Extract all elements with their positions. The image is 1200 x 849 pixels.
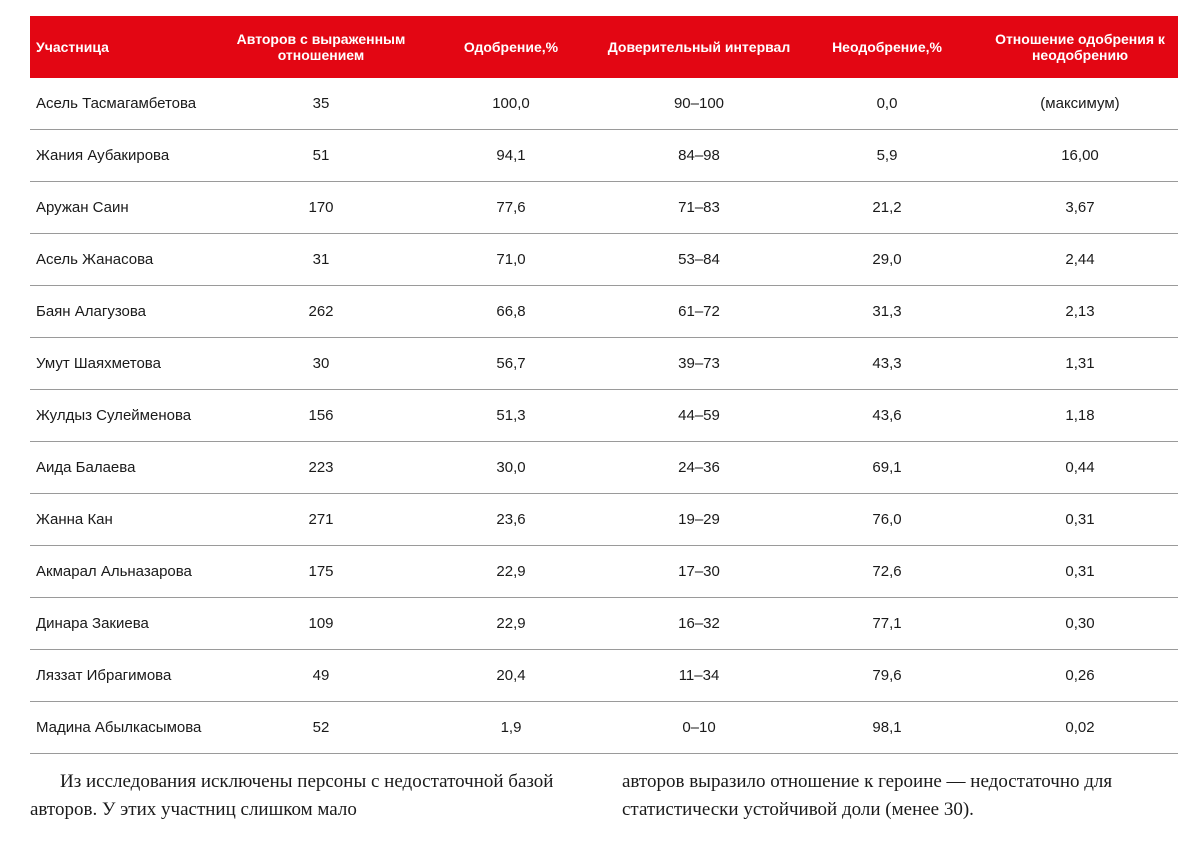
participant-name: Акмарал Альназарова xyxy=(36,563,192,580)
approval-value: 66,8 xyxy=(496,303,526,320)
approval-value: 56,7 xyxy=(496,355,526,372)
authors-count: 223 xyxy=(308,459,334,476)
ratio-value: 0,26 xyxy=(1065,667,1095,684)
ratio-value: 0,44 xyxy=(1065,459,1095,476)
approval-value: 20,4 xyxy=(496,667,526,684)
authors-count: 170 xyxy=(308,199,334,216)
authors-count: 156 xyxy=(308,407,334,424)
authors-count: 51 xyxy=(312,147,330,164)
confidence-interval: 17–30 xyxy=(678,563,720,580)
approval-value: 30,0 xyxy=(496,459,526,476)
confidence-interval: 24–36 xyxy=(678,459,720,476)
table-row xyxy=(30,286,1178,338)
confidence-interval: 0–10 xyxy=(682,719,716,736)
confidence-interval: 84–98 xyxy=(678,147,720,164)
table-row xyxy=(30,494,1178,546)
confidence-interval: 11–34 xyxy=(678,667,720,684)
approval-value: 22,9 xyxy=(496,563,526,580)
participant-name: Жанна Кан xyxy=(36,511,113,528)
participant-name: Умут Шаяхметова xyxy=(36,355,161,372)
body-text-right: авторов выразило отношение к героине — недостаточно для статистически устойчивой доли (менее 30). xyxy=(622,771,1113,820)
approval-value: 71,0 xyxy=(496,251,526,268)
table-row xyxy=(30,598,1178,650)
table-row xyxy=(30,130,1178,182)
disapproval-value: 0,0 xyxy=(876,95,898,112)
header-confidence-interval: Доверительный интервал xyxy=(607,39,791,55)
table-body xyxy=(30,78,1178,754)
table-row xyxy=(30,338,1178,390)
participant-name: Ляззат Ибрагимова xyxy=(36,667,172,684)
approval-value: 77,6 xyxy=(496,199,526,216)
participant-name: Аида Балаева xyxy=(36,459,136,476)
approval-value: 1,9 xyxy=(500,719,522,736)
disapproval-value: 43,3 xyxy=(872,355,902,372)
disapproval-value: 43,6 xyxy=(872,407,902,424)
authors-count: 262 xyxy=(308,303,334,320)
disapproval-value: 69,1 xyxy=(872,459,902,476)
confidence-interval: 44–59 xyxy=(678,407,720,424)
ratio-value: 2,44 xyxy=(1065,251,1095,268)
approval-value: 94,1 xyxy=(496,147,526,164)
table-row xyxy=(30,78,1178,130)
authors-count: 109 xyxy=(308,615,334,632)
table-row xyxy=(30,182,1178,234)
confidence-interval: 19–29 xyxy=(678,511,720,528)
approval-value: 23,6 xyxy=(496,511,526,528)
disapproval-value: 31,3 xyxy=(872,303,902,320)
authors-count: 49 xyxy=(312,667,330,684)
authors-count: 52 xyxy=(312,719,330,736)
authors-count: 271 xyxy=(308,511,334,528)
participant-name: Баян Алагузова xyxy=(36,303,147,320)
table-row xyxy=(30,442,1178,494)
participant-name: Аружан Саин xyxy=(36,199,129,216)
participant-name: Асель Жанасова xyxy=(36,251,154,268)
approval-value: 22,9 xyxy=(496,615,526,632)
disapproval-value: 98,1 xyxy=(872,719,902,736)
confidence-interval: 53–84 xyxy=(678,251,720,268)
confidence-interval: 61–72 xyxy=(678,303,720,320)
participant-name: Мадина Абылкасымова xyxy=(36,719,202,736)
disapproval-value: 5,9 xyxy=(876,147,898,164)
ratio-value: 3,67 xyxy=(1065,199,1095,216)
ratio-value: 0,30 xyxy=(1065,615,1095,632)
disapproval-value: 79,6 xyxy=(872,667,902,684)
ratio-value: (максимум) xyxy=(1040,95,1120,112)
header-ratio: Отношение одобрения к неодобрению xyxy=(995,31,1165,63)
header-authors: Авторов с выраженным отношением xyxy=(236,31,406,63)
table-row xyxy=(30,546,1178,598)
confidence-interval: 39–73 xyxy=(678,355,720,372)
participant-name: Асель Тасмагамбетова xyxy=(36,95,197,112)
table-row xyxy=(30,234,1178,286)
header-participant: Участница xyxy=(36,39,109,55)
approval-table xyxy=(30,16,1178,754)
table-row xyxy=(30,390,1178,442)
ratio-value: 0,31 xyxy=(1065,563,1095,580)
approval-value: 51,3 xyxy=(496,407,526,424)
disapproval-value: 76,0 xyxy=(872,511,902,528)
ratio-value: 0,02 xyxy=(1065,719,1095,736)
participant-name: Жания Аубакирова xyxy=(36,147,170,164)
authors-count: 31 xyxy=(312,251,330,268)
table-row xyxy=(30,650,1178,702)
confidence-interval: 90–100 xyxy=(673,95,725,112)
header-disapproval: Неодобрение,% xyxy=(832,39,942,55)
table-row xyxy=(30,702,1178,754)
body-text-left: Из исследования исключены персоны с недостаточной базой авторов. У этих участниц слишком мало xyxy=(30,771,554,820)
ratio-value: 1,31 xyxy=(1065,355,1095,372)
ratio-value: 0,31 xyxy=(1065,511,1095,528)
disapproval-value: 72,6 xyxy=(872,563,902,580)
participant-name: Динара Закиева xyxy=(36,615,149,632)
participant-name: Жулдыз Сулейменова xyxy=(36,407,192,424)
ratio-value: 2,13 xyxy=(1065,303,1095,320)
header-approval: Одобрение,% xyxy=(463,39,559,55)
disapproval-value: 21,2 xyxy=(872,199,902,216)
authors-count: 35 xyxy=(312,95,330,112)
ratio-value: 16,00 xyxy=(1061,147,1099,164)
approval-value: 100,0 xyxy=(492,95,530,112)
disapproval-value: 29,0 xyxy=(872,251,902,268)
confidence-interval: 16–32 xyxy=(678,615,720,632)
ratio-value: 1,18 xyxy=(1065,407,1095,424)
authors-count: 175 xyxy=(308,563,334,580)
disapproval-value: 77,1 xyxy=(872,615,902,632)
authors-count: 30 xyxy=(312,355,330,372)
confidence-interval: 71–83 xyxy=(678,199,720,216)
table-header xyxy=(30,16,1178,78)
